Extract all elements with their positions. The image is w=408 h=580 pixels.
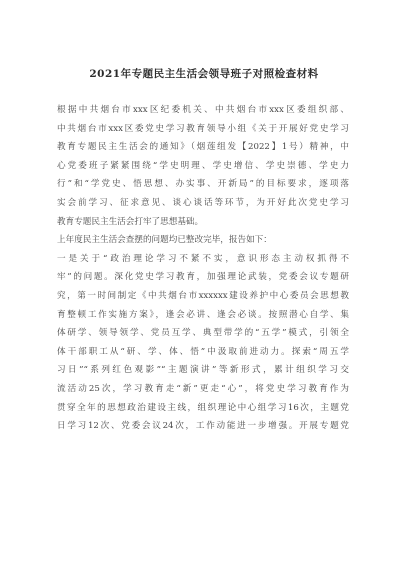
paragraph <box>57 231 349 250</box>
text-line: 教育专题民主生活会的通知》（烟莲组发【2022】1号）精神，中 <box>57 142 349 153</box>
text-line: 牢”的问题。深化党史学习教育，加强理论武装，党委会议专题研 <box>57 272 349 283</box>
text-line: 根据中共烟台市xxx区纪委机关、中共烟台市xxx区委组织部、 <box>57 105 349 115</box>
text-line: 实会前学习、征求意见、谈心谈话等环节，为开好此次党史学习 <box>57 197 349 208</box>
text-line: 育整顿工作实施方案》，逢会必讲、逢会必谈。按照潜心自学、集 <box>57 309 349 320</box>
paragraph <box>57 250 349 436</box>
text-line: 体干部职工从“研、学、体、悟”中汲取前进动力。探索“周五学 <box>57 346 349 357</box>
text-line: 贯穿全年的思想政治建设主线，组织理论中心组学习16次，主题党 <box>57 402 349 413</box>
document-body <box>57 101 349 436</box>
text-line: 教育专题民主生活会打牢了思想基础。 <box>57 216 204 227</box>
text-line: 上年度民主生活会查摆的问题均已整改完毕，报告如下： <box>57 235 272 246</box>
text-line: 心党委班子紧紧围绕“学史明理、学史增信、学史崇德、学史力 <box>57 160 349 171</box>
text-line: 一是关于“政治理论学习不紧不实，意识形态主动权抓得不 <box>57 253 349 264</box>
text-line: 流活动25次，学习教育走“新”更走“心”，将党史学习教育作为 <box>57 383 349 394</box>
document-title: 2021年专题民主生活会领导班子对照检查材料 <box>89 68 319 80</box>
paragraph <box>57 101 349 231</box>
text-line: 行”和“学党史、悟思想、办实事、开新局”的目标要求，逐项落 <box>57 179 349 190</box>
text-line: 中共烟台市xxx区委党史学习教育领导小组《关于开展好党史学习 <box>57 123 349 134</box>
text-line: 究，第一时间制定《中共烟台市xxxxxx建设养护中心委员会思想教 <box>57 290 349 301</box>
text-line: 日学习12次、党委会议24次，工作动能进一步增强。开展专题党 <box>57 421 349 432</box>
text-line: 习日”“系列红色观影”“主题演讲”等新形式，累计组织学习交 <box>57 365 349 376</box>
text-line: 体研学、领导领学、党员互学、典型带学的“五学”模式，引领全 <box>57 328 349 339</box>
